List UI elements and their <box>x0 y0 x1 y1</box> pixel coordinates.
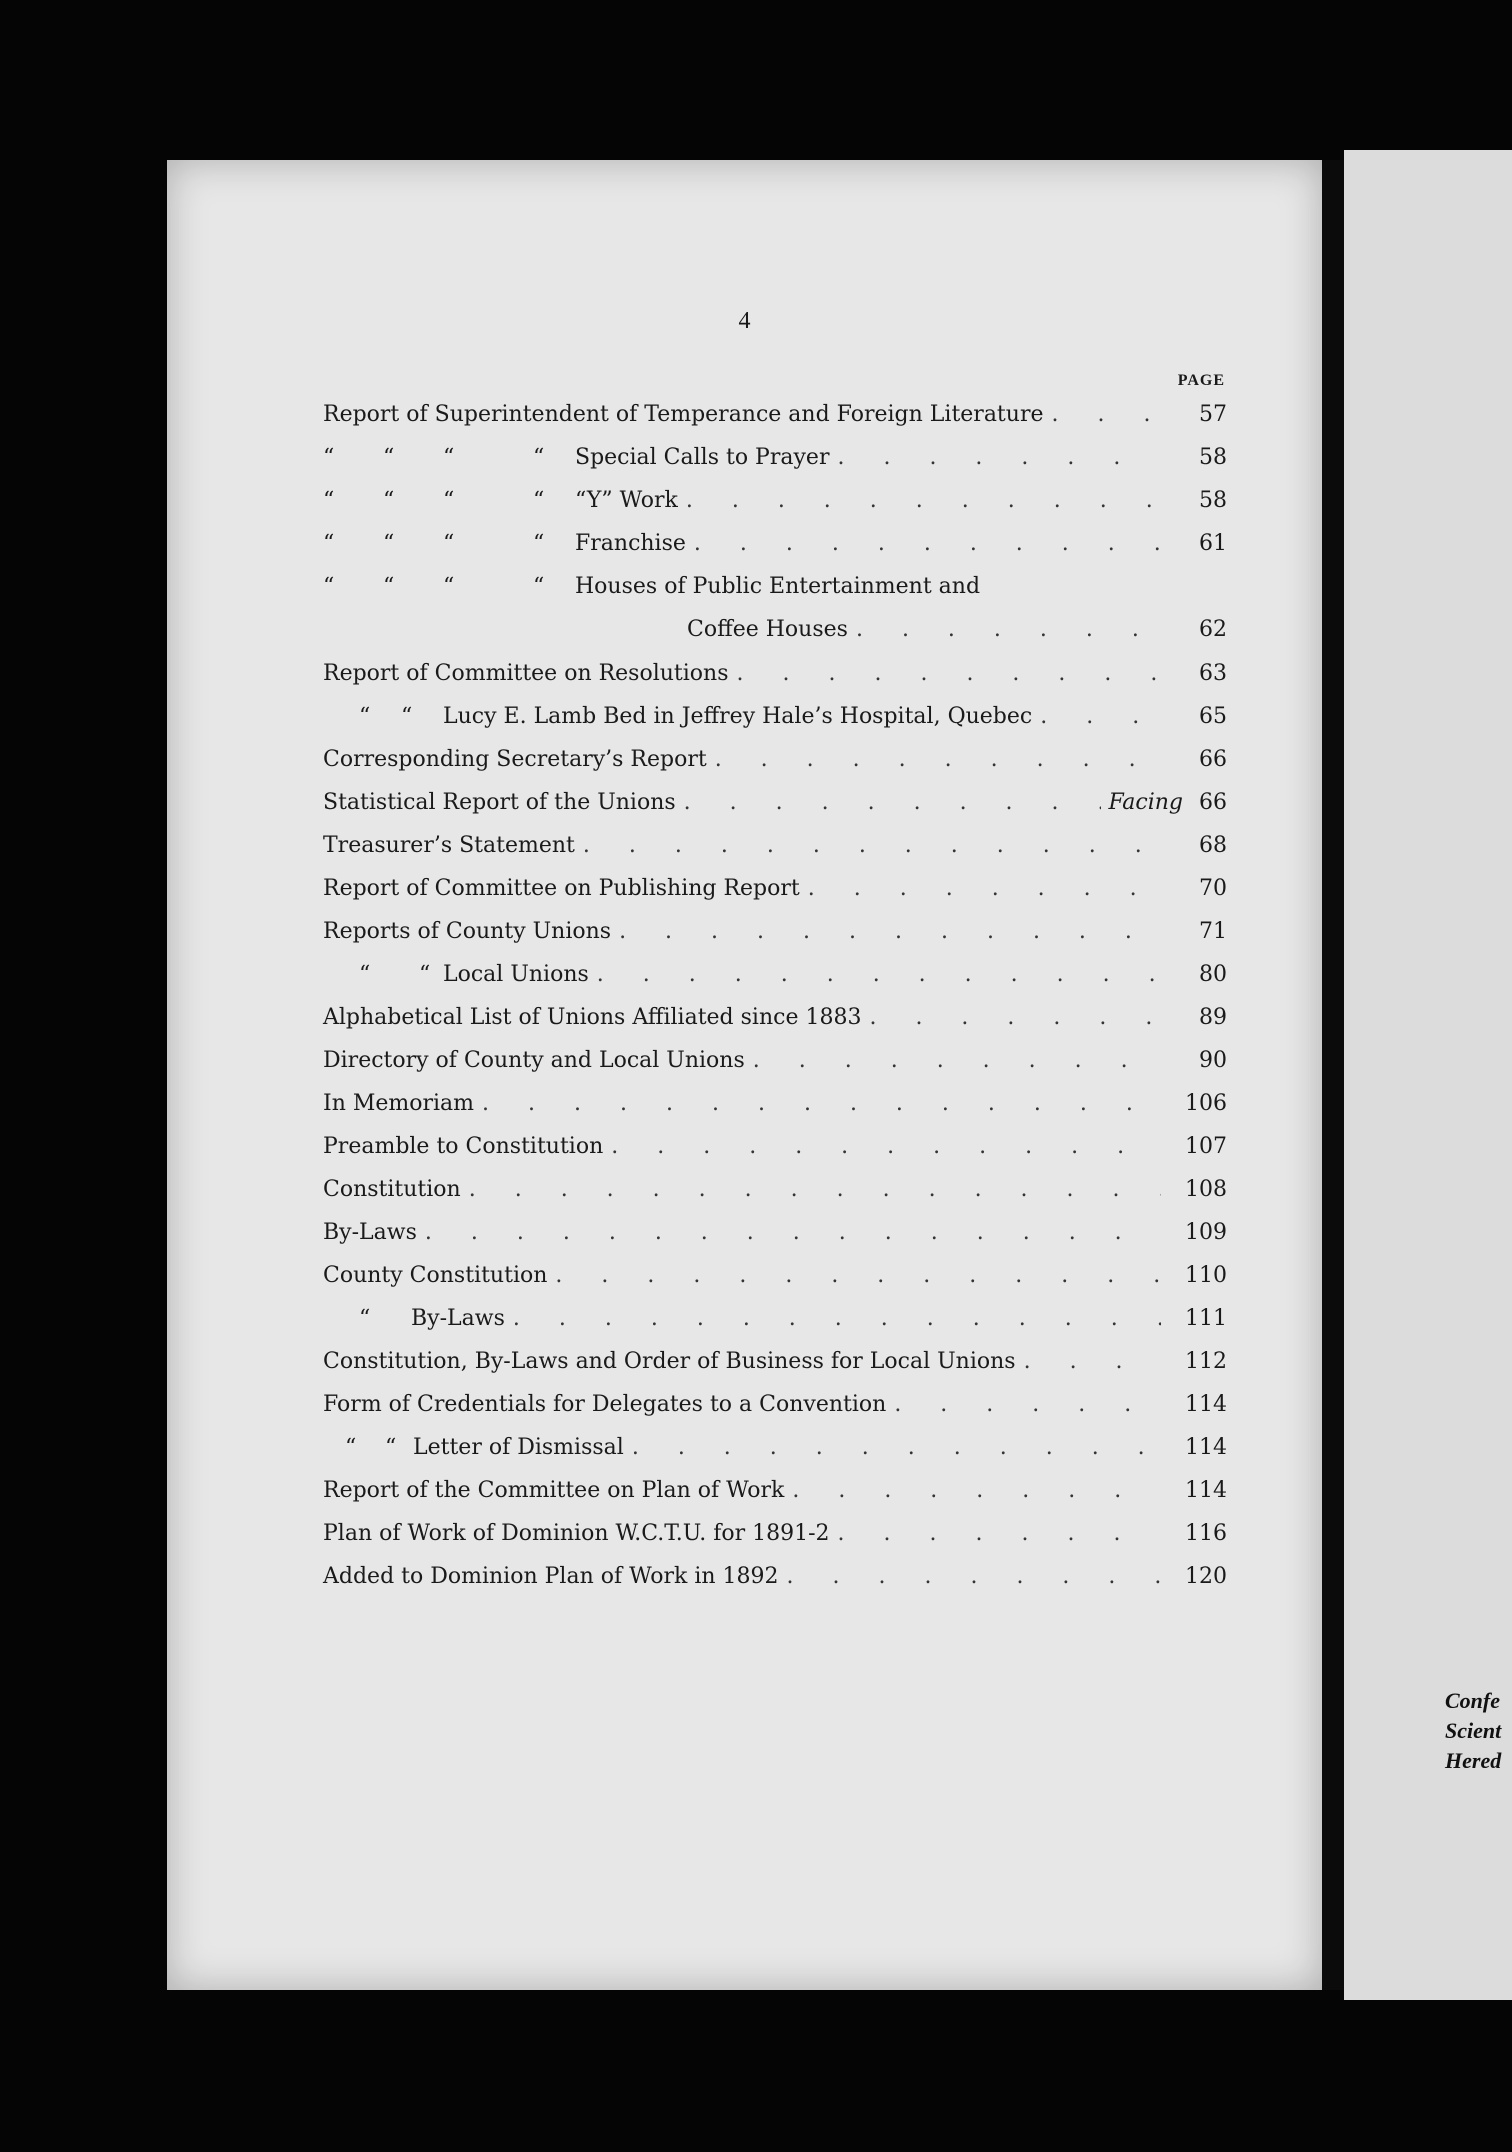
dot-leader <box>808 876 1161 901</box>
toc-entry <box>323 1177 1227 1220</box>
dot-leader <box>632 1435 1161 1460</box>
ditto-mark: “ <box>533 488 545 513</box>
toc-entry-title: Directory of County and Local Unions <box>323 1048 745 1073</box>
toc-entry <box>323 1220 1227 1263</box>
dot-leader <box>869 1005 1161 1030</box>
toc-entry-title: Reports of County Unions <box>323 919 612 944</box>
toc-entry-title: Constitution, By-Laws and Order of Business for Local Unions <box>323 1349 1016 1374</box>
toc-entry <box>323 876 1227 919</box>
toc-entry <box>323 833 1227 876</box>
toc-entry-page: 106 <box>1185 1091 1227 1116</box>
toc-entry-title: Report of the Committee on Plan of Work <box>323 1478 785 1503</box>
toc-entry-page: 120 <box>1185 1564 1227 1589</box>
dot-leader <box>694 531 1161 556</box>
dot-leader <box>583 833 1161 858</box>
toc-entry-note: Facing <box>1108 790 1183 815</box>
toc-entry-page: 68 <box>1199 833 1227 858</box>
page-number: 4 <box>738 308 751 334</box>
toc-entry-page: 114 <box>1185 1435 1227 1460</box>
toc-entry-title: “ “ “ “ Franchise <box>323 531 686 556</box>
dot-leader <box>737 661 1161 686</box>
ditto-mark: “ <box>385 1435 397 1460</box>
toc-entry-title: County Constitution <box>323 1263 548 1288</box>
toc-entry-title: “ “ “ “ “Y” Work <box>323 488 678 513</box>
toc-entry-title: “ “ Lucy E. Lamb Bed in Jeffrey Hale’s Hospital, Quebec <box>359 704 1033 729</box>
toc-entry-page: 70 <box>1199 876 1227 901</box>
ditto-mark: “ <box>323 488 335 513</box>
dot-leader <box>1024 1349 1161 1374</box>
table-of-contents <box>323 402 1227 1607</box>
toc-entry-title: Report of Superintendent of Temperance and Foreign Literature <box>323 402 1044 427</box>
toc-entry <box>323 1306 1227 1349</box>
toc-entry-title: “ “ “ “ Houses of Public Entertainment and <box>323 574 981 599</box>
toc-entry-title: “ “ Local Unions <box>359 962 589 987</box>
toc-entry-title: Plan of Work of Dominion W.C.T.U. for 1891-2 <box>323 1521 830 1546</box>
toc-entry <box>323 402 1227 445</box>
ditto-mark: “ <box>359 704 371 729</box>
toc-entry <box>323 531 1227 574</box>
dot-leader <box>686 488 1161 513</box>
toc-entry <box>323 962 1227 1005</box>
toc-entry-page: 57 <box>1199 402 1227 427</box>
dot-leader <box>555 1263 1161 1288</box>
book-gutter <box>1322 160 1344 1990</box>
toc-entry <box>323 488 1227 531</box>
toc-entry-page: 58 <box>1199 445 1227 470</box>
ditto-mark: “ <box>345 1435 357 1460</box>
toc-entry-title: By-Laws <box>323 1220 417 1245</box>
ditto-mark: “ <box>419 962 431 987</box>
toc-entry-page: 109 <box>1185 1220 1227 1245</box>
toc-entry-page: 114 <box>1185 1392 1227 1417</box>
dot-leader <box>715 747 1161 772</box>
dot-leader <box>469 1177 1161 1202</box>
toc-entry <box>323 445 1227 488</box>
dot-leader <box>597 962 1161 987</box>
ditto-mark: “ <box>323 531 335 556</box>
dot-leader <box>425 1220 1161 1245</box>
toc-entry-title: Added to Dominion Plan of Work in 1892 <box>323 1564 779 1589</box>
toc-entry <box>323 1005 1227 1048</box>
ditto-mark: “ <box>383 531 395 556</box>
dot-leader <box>1040 704 1161 729</box>
ditto-mark: “ <box>383 445 395 470</box>
ditto-mark: “ <box>359 962 371 987</box>
toc-entry <box>323 919 1227 962</box>
dot-leader <box>1051 402 1161 427</box>
dot-leader <box>838 1521 1161 1546</box>
toc-entry-title: Corresponding Secretary’s Report <box>323 747 707 772</box>
toc-entry-page: 116 <box>1185 1521 1227 1546</box>
dot-leader <box>513 1306 1161 1331</box>
toc-entry <box>323 704 1227 747</box>
adjacent-page-text: Scient <box>1445 1718 1502 1743</box>
toc-entry <box>323 574 1227 617</box>
dot-leader <box>792 1478 1161 1503</box>
toc-entry-title: Report of Committee on Resolutions <box>323 661 729 686</box>
toc-entry-title: Report of Committee on Publishing Report <box>323 876 800 901</box>
ditto-mark: “ <box>533 531 545 556</box>
ditto-mark: “ <box>383 574 395 599</box>
dot-leader <box>684 790 1101 815</box>
toc-entry <box>323 1349 1227 1392</box>
toc-entry-title: Statistical Report of the Unions <box>323 790 676 815</box>
toc-entry-page: 66 <box>1199 790 1227 815</box>
dot-leader <box>753 1048 1161 1073</box>
toc-entry-page: 61 <box>1199 531 1227 556</box>
toc-entry <box>323 1048 1227 1091</box>
ditto-mark: “ <box>443 531 455 556</box>
toc-entry-title: Treasurer’s Statement <box>323 833 575 858</box>
ditto-mark: “ <box>359 1306 371 1331</box>
ditto-mark: “ <box>443 488 455 513</box>
toc-entry-title: “ “ Letter of Dismissal <box>345 1435 624 1460</box>
toc-entry-page: 112 <box>1185 1349 1227 1374</box>
toc-entry-page: 108 <box>1185 1177 1227 1202</box>
toc-entry <box>323 790 1227 833</box>
ditto-mark: “ <box>383 488 395 513</box>
toc-entry-page: 80 <box>1199 962 1227 987</box>
toc-entry <box>323 1564 1227 1607</box>
ditto-mark: “ <box>533 445 545 470</box>
dot-leader <box>837 445 1161 470</box>
ditto-mark: “ <box>401 704 413 729</box>
adjacent-page-text: Hered <box>1445 1748 1502 1773</box>
toc-entry <box>323 1521 1227 1564</box>
toc-entry-title: Form of Credentials for Delegates to a Convention <box>323 1392 887 1417</box>
toc-entry <box>323 1392 1227 1435</box>
dot-leader <box>787 1564 1161 1589</box>
toc-entry-page: 90 <box>1199 1048 1227 1073</box>
toc-entry-title: Preamble to Constitution <box>323 1134 604 1159</box>
adjacent-page-text: Confe <box>1445 1688 1500 1713</box>
ditto-mark: “ <box>533 574 545 599</box>
toc-entry-title: Coffee Houses <box>687 617 848 642</box>
toc-entry <box>323 661 1227 704</box>
toc-entry <box>323 617 1227 661</box>
toc-entry-page: 71 <box>1199 919 1227 944</box>
toc-entry <box>323 1134 1227 1177</box>
toc-entry-title: Alphabetical List of Unions Affiliated since 1883 <box>323 1005 862 1030</box>
toc-entry-page: 114 <box>1185 1478 1227 1503</box>
toc-entry <box>323 1478 1227 1521</box>
toc-entry-title: In Memoriam <box>323 1091 475 1116</box>
dot-leader <box>619 919 1161 944</box>
dot-leader <box>482 1091 1161 1116</box>
ditto-mark: “ <box>443 445 455 470</box>
ditto-mark: “ <box>323 445 335 470</box>
toc-entry-page: 63 <box>1199 661 1227 686</box>
dot-leader <box>894 1392 1161 1417</box>
toc-entry <box>323 747 1227 790</box>
dot-leader <box>856 617 1161 642</box>
toc-entry <box>323 1263 1227 1306</box>
toc-entry-page: 89 <box>1199 1005 1227 1030</box>
ditto-mark: “ <box>323 574 335 599</box>
toc-entry <box>323 1091 1227 1134</box>
toc-entry-page: 111 <box>1185 1306 1227 1331</box>
toc-entry-title: “ “ “ “ Special Calls to Prayer <box>323 445 830 470</box>
toc-entry-title: “ By-Laws <box>359 1306 505 1331</box>
toc-entry-title: Constitution <box>323 1177 461 1202</box>
page-column-label: PAGE <box>1177 372 1225 389</box>
toc-entry-page: 110 <box>1185 1263 1227 1288</box>
toc-entry-page: 107 <box>1185 1134 1227 1159</box>
toc-entry <box>323 1435 1227 1478</box>
book-page <box>167 160 1322 1990</box>
toc-entry-page: 66 <box>1199 747 1227 772</box>
toc-entry-page: 65 <box>1199 704 1227 729</box>
toc-entry-page: 62 <box>1199 617 1227 642</box>
dot-leader <box>611 1134 1161 1159</box>
toc-entry-page: 58 <box>1199 488 1227 513</box>
ditto-mark: “ <box>443 574 455 599</box>
